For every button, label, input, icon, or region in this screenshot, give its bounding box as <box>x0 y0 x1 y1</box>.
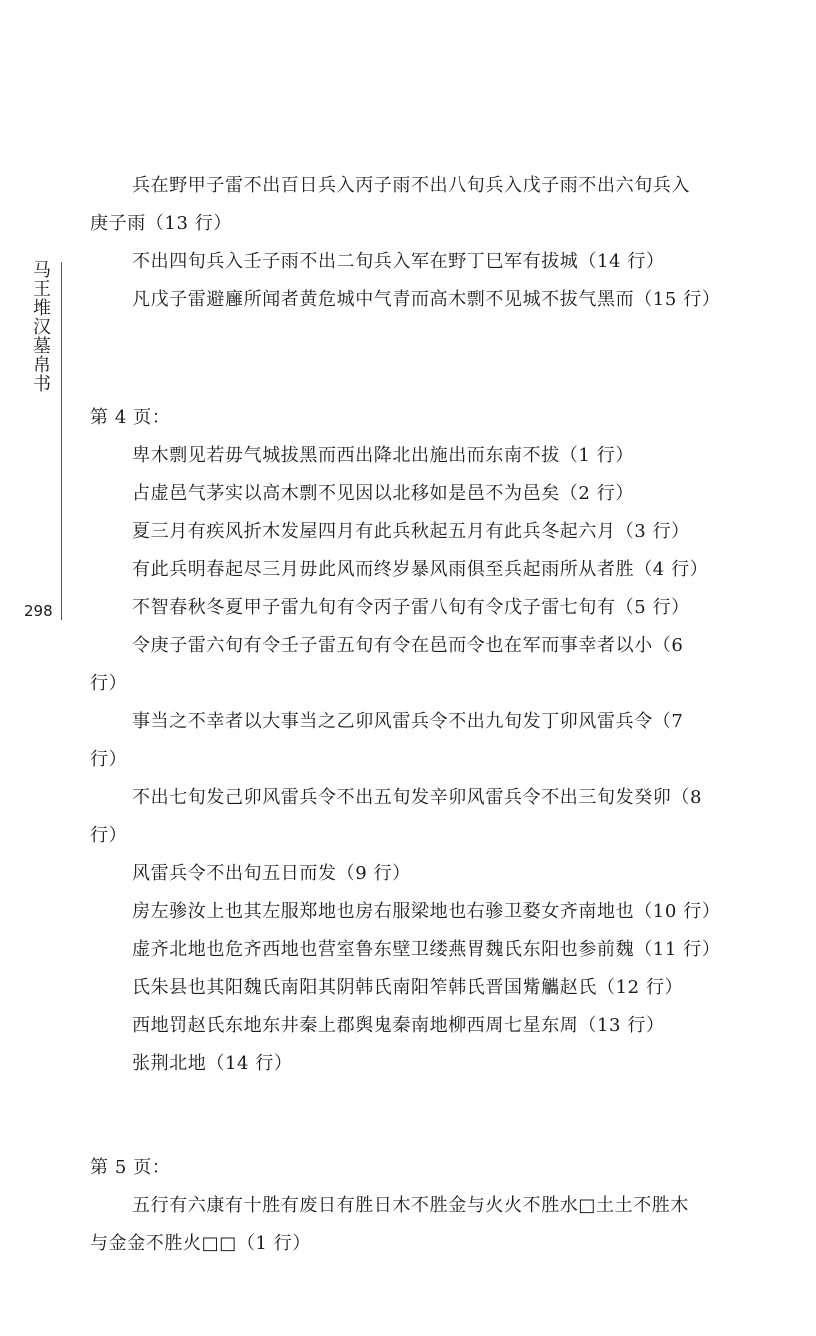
text-line: 令庚子雷六旬有令壬子雷五旬有令在邑而令也在军而事幸者以小（6 <box>132 635 684 656</box>
text-line: 行） <box>90 749 128 770</box>
text-line: 房左骖汝上也其左服郑地也房右服梁地也右骖卫婺女齐南地也（10 行） <box>132 901 721 922</box>
section-gap <box>90 319 802 399</box>
text-line: 不出四旬兵入壬子雨不出二旬兵入军在野丁巳军有拔城（14 行） <box>132 251 665 272</box>
section-page5 <box>90 1187 802 1263</box>
text-line: 夏三月有疾风折木发屋四月有此兵秋起五月有此兵冬起六月（3 行） <box>132 521 690 542</box>
text-line: 行） <box>90 825 128 846</box>
text-line: 事当之不幸者以大事当之乙卯风雷兵令不出九旬发丁卯风雷兵令（7 <box>132 711 684 732</box>
section-page4 <box>90 437 802 1083</box>
page4-heading: 第 4 页： <box>90 407 171 428</box>
text-line: 张荆北地（14 行） <box>132 1053 293 1074</box>
page-number: 298 <box>24 602 53 620</box>
text-line: 虚齐北地也危齐西地也营室鲁东壁卫缕燕胃魏氏东阳也参前魏（11 行） <box>132 939 721 960</box>
text-line: 不智春秋冬夏甲子雷九旬有令丙子雷八旬有令戊子雷七旬有（5 行） <box>132 597 690 618</box>
text-line: 风雷兵令不出旬五日而发（9 行） <box>132 863 411 884</box>
text-line: 氏朱县也其阳魏氏南阳其阴韩氏南阳笮韩氏晋国觜觿赵氏（12 行） <box>132 977 684 998</box>
text-line: 与金金不胜火□□（1 行） <box>90 1233 311 1254</box>
text-line: 五行有六康有十胜有废日有胜日木不胜金与火火不胜水□土土不胜木 <box>132 1195 690 1216</box>
section-gap <box>90 1083 802 1149</box>
text-line: 行） <box>90 673 128 694</box>
text-line: 兵在野甲子雷不出百日兵入丙子雨不出八旬兵入戊子雨不出六旬兵入 <box>132 175 690 196</box>
text-line: 不出七旬发己卯风雷兵令不出五旬发辛卯风雷兵令不出三旬发癸卯（8 <box>132 787 703 808</box>
text-line: 卑木剽见若毋气城拔黑而西出降北出施出而东南不拔（1 行） <box>132 445 634 466</box>
document-body <box>90 167 802 1263</box>
text-line: 西地罚赵氏东地东井秦上郡舆鬼秦南地柳西周七星东周（13 行） <box>132 1015 665 1036</box>
text-line: 庚子雨（13 行） <box>90 213 233 234</box>
page5-heading: 第 5 页： <box>90 1157 171 1178</box>
text-line: 占虚邑气茅实以高木剽不见因以北移如是邑不为邑矣（2 行） <box>132 483 634 504</box>
book-title: 马王堆汉墓帛书 <box>30 260 51 393</box>
text-line: 凡戊子雷避廱所闻者黄危城中气青而高木剽不见城不拔气黑而（15 行） <box>132 289 721 310</box>
text-line: 有此兵明春起尽三月毋此风而终岁暴风雨俱至兵起雨所从者胜（4 行） <box>132 559 709 580</box>
sidebar-divider <box>61 262 62 620</box>
section-continuation <box>90 167 802 319</box>
